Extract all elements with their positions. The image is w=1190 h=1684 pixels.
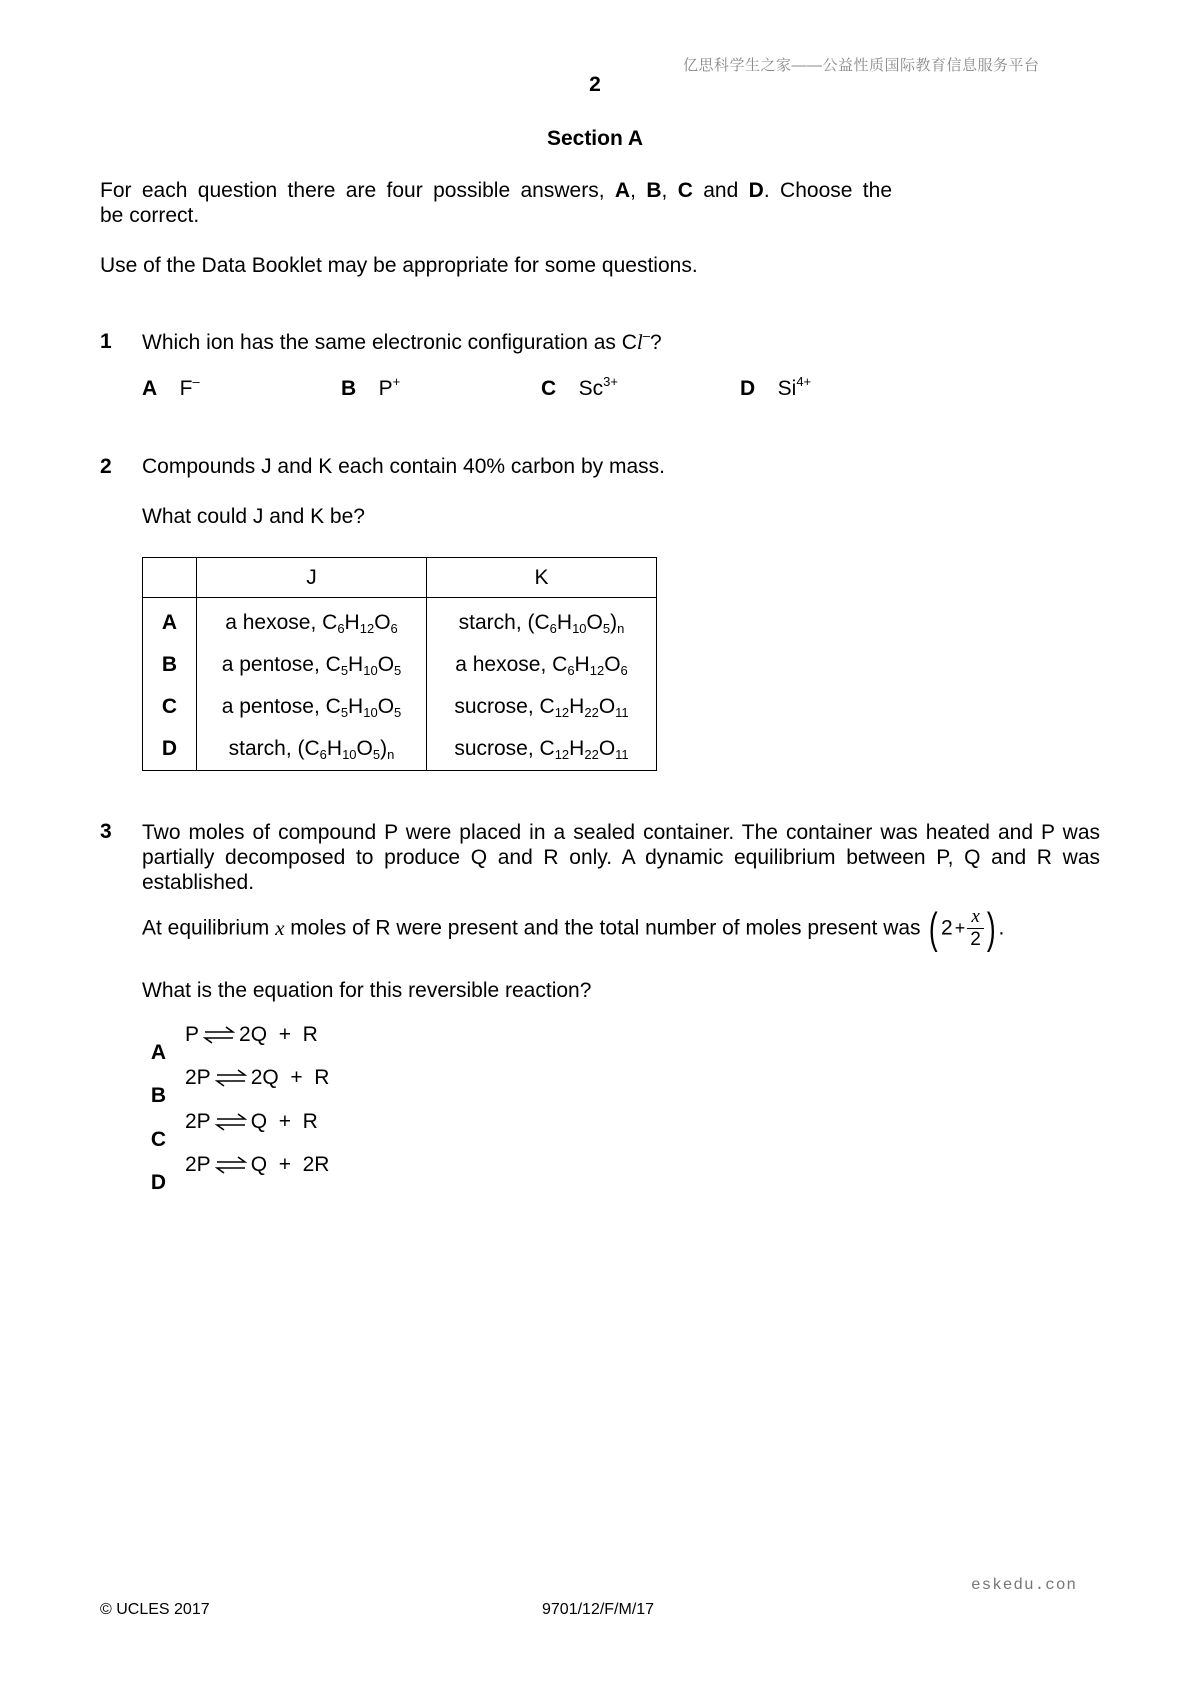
q1-stem: Which ion has the same electronic configuration as C [142, 331, 637, 354]
q3-para2-b: moles of R were present and the total number of moles present was [284, 916, 921, 940]
row-j: a hexose, $C_6H_{12}O_6$ [197, 598, 427, 645]
intro-comma: , [661, 179, 678, 202]
q3-para2-x: x [275, 916, 285, 940]
question-1-text [142, 330, 662, 355]
table-header-row [143, 558, 657, 598]
option-text: $Si^{4+}$ [777, 374, 812, 400]
q1-option-d[interactable] [740, 374, 812, 401]
q1-ion-l: l [636, 330, 643, 354]
question-1-number: 1 [100, 330, 112, 353]
intro-and: and [692, 179, 749, 202]
intro-line2: be correct. [100, 204, 200, 227]
option-letter: B [150, 1084, 167, 1107]
q1-ion-charge: – [642, 328, 650, 343]
row-key: B [143, 644, 197, 686]
question-3-text: Two moles of compound P were placed in a sealed container. The container was heated and P was partially decomposed to produce Q and R only. A dynamic equilibrium between P, Q and R was established. [142, 821, 1100, 894]
q1-option-c[interactable] [541, 374, 618, 401]
table-header-j: J [197, 558, 427, 598]
option-letter: C [541, 377, 557, 400]
question-3-prompt: What is the equation for this reversible reaction? [142, 979, 592, 1002]
option-letter: A [150, 1041, 167, 1064]
row-j: a pentose, $C_5H_{10}O_5$ [197, 686, 427, 728]
fraction-denominator: 2 [970, 929, 981, 950]
intro-letter-a: A [614, 179, 631, 202]
q3-option-a[interactable] [142, 1023, 318, 1065]
option-text: $Sc^{3+}$ [578, 374, 618, 400]
table-row[interactable] [143, 728, 657, 771]
intro-letter-d: D [748, 179, 764, 202]
option-text: 2P 2Q + R [185, 1066, 330, 1089]
question-2-prompt: What could J and K be? [142, 505, 365, 528]
header-watermark: 亿思科学生之家——公益性质国际教育信息服务平台 [683, 57, 1040, 74]
section-title: Section A [546, 127, 644, 150]
table-header-k: K [427, 558, 657, 598]
data-booklet-note: Use of the Data Booklet may be appropriate for some questions. [100, 254, 698, 277]
row-key: A [143, 598, 197, 645]
intro-letter-c: C [677, 179, 693, 202]
intro-comma: , [630, 179, 647, 202]
option-text: P+ [378, 374, 401, 400]
row-j: starch, $(C_6H_{10}O_5)_n$ [197, 728, 427, 771]
right-paren: ) [986, 903, 996, 953]
question-3-equilibrium [142, 903, 1005, 953]
table-row[interactable] [143, 598, 657, 645]
question-3-number: 3 [100, 820, 112, 843]
row-j: a pentose, $C_5H_{10}O_5$ [197, 644, 427, 686]
fraction-numerator: x [967, 906, 984, 929]
q3-option-c[interactable] [142, 1110, 318, 1152]
expr-two: 2 [941, 916, 953, 940]
instructions [100, 178, 900, 228]
row-k: sucrose, $C_{12}H_{22}O_{11}$ [427, 686, 657, 728]
row-key: D [143, 728, 197, 771]
total-moles-expression [926, 903, 998, 953]
q3-option-d[interactable] [142, 1153, 330, 1195]
row-k: starch, $(C_6H_{10}O_5)_n$ [427, 598, 657, 645]
q3-para2-a: At equilibrium [142, 916, 276, 940]
footer-copyright: © UCLES 2017 [100, 1601, 210, 1618]
intro-text-end: . Choose the [763, 179, 893, 202]
intro-text: For each question there are four possible answers, [100, 179, 615, 202]
option-text: P 2Q + R [185, 1023, 318, 1046]
option-text: 2P Q + R [185, 1110, 318, 1133]
table-header-blank [143, 558, 197, 598]
question-2-text: Compounds J and K each contain 40% carbon by mass. [142, 455, 665, 478]
footer-site: eskedu.con [971, 1576, 1078, 1594]
table-row[interactable] [143, 686, 657, 728]
q3-period: . [998, 916, 1005, 940]
equilibrium-arrow-icon [215, 1113, 247, 1131]
option-letter: D [740, 377, 756, 400]
equilibrium-arrow-icon [215, 1069, 247, 1087]
q3-option-b[interactable] [142, 1066, 330, 1108]
page-number: 2 [589, 73, 601, 96]
equilibrium-arrow-icon [215, 1156, 247, 1174]
option-text: 2P Q + 2R [185, 1153, 330, 1176]
expr-plus: + [954, 918, 966, 938]
left-paren: ( [929, 903, 939, 953]
q1-stem-end: ? [650, 331, 662, 354]
option-text: F– [179, 374, 200, 400]
option-letter: D [150, 1171, 167, 1194]
row-key: C [143, 686, 197, 728]
footer-code: 9701/12/F/M/17 [542, 1601, 655, 1618]
fraction [967, 906, 984, 951]
table-row[interactable] [143, 644, 657, 686]
intro-letter-b: B [646, 179, 662, 202]
option-letter: B [341, 377, 357, 400]
q1-option-a[interactable] [142, 374, 200, 401]
question-2-number: 2 [100, 455, 112, 478]
row-k: a hexose, $C_6H_{12}O_6$ [427, 644, 657, 686]
answer-table [142, 557, 657, 771]
q1-option-b[interactable] [341, 374, 401, 401]
row-k: sucrose, $C_{12}H_{22}O_{11}$ [427, 728, 657, 771]
option-letter: A [142, 377, 158, 400]
equilibrium-arrow-icon [203, 1026, 235, 1044]
option-letter: C [150, 1128, 167, 1151]
